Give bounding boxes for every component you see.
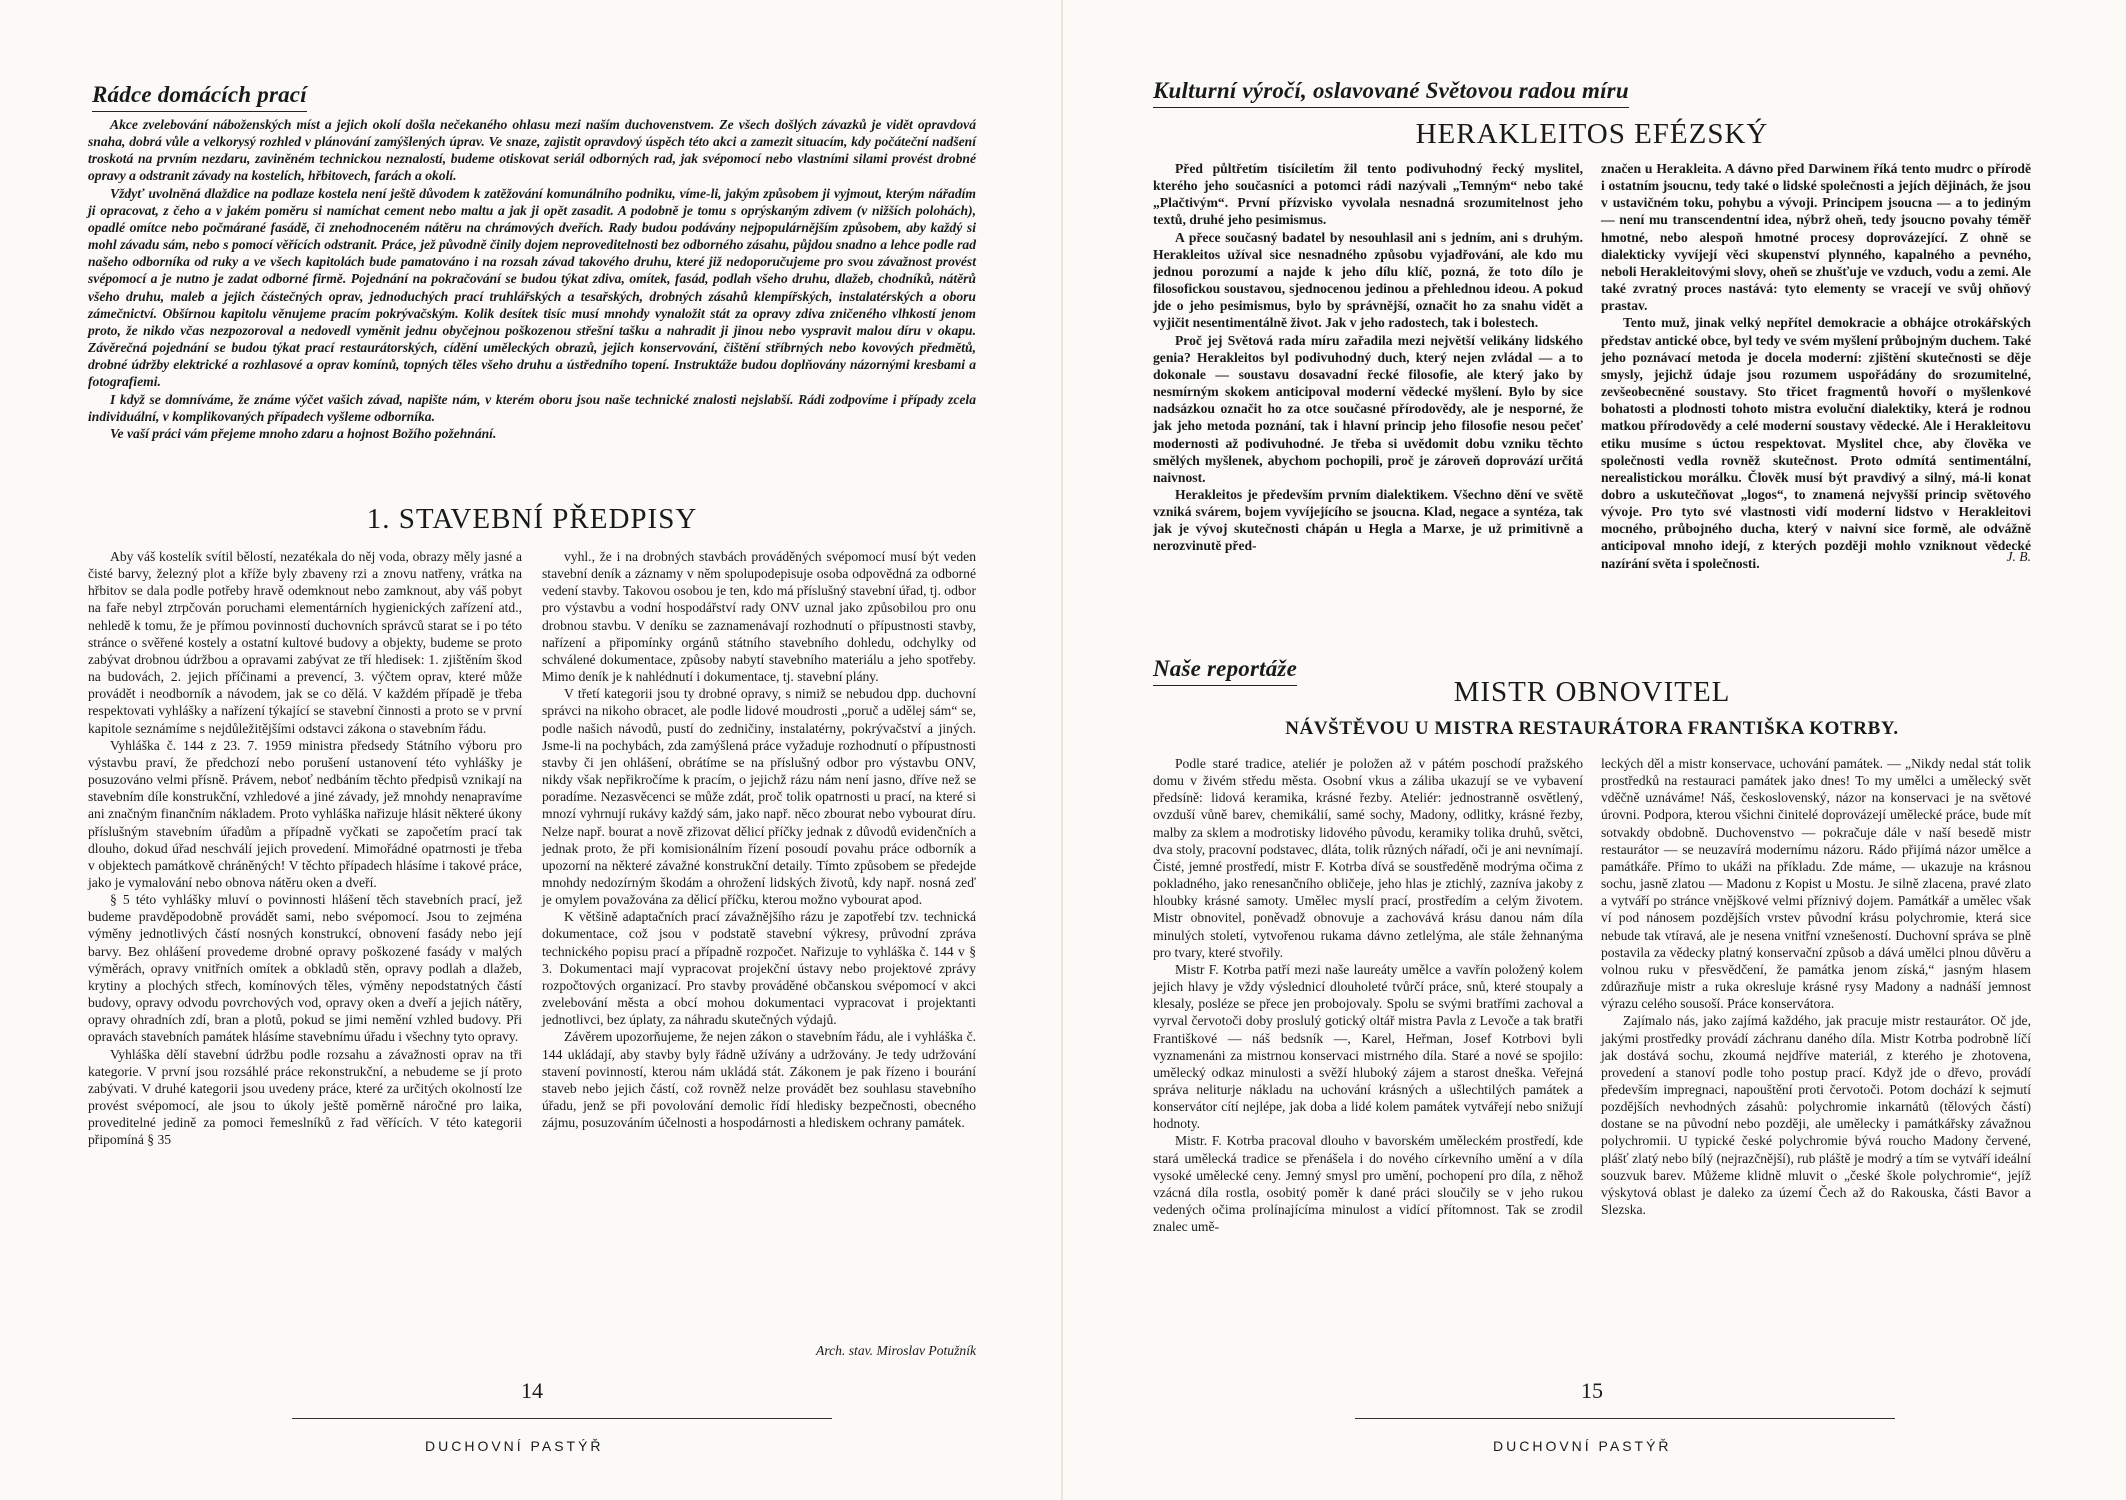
paragraph: K většině adaptačních prací závažnějšího rázu je zapotřebí tzv. technická dokumentace, což jsou v podstatě stavební výkresy, průvodní zpráva technického popisu prací a případně rozpočet. Nařizuje to vyhláška č. 144 v § 3. Dokumentaci mají vypracovat projekční ústavy nebo projektové zprávy rozpočtových organizací. Pro stavby prováděné občanskou svépomocí v akci zvelebování města a obcí mohou dokumentaci vypracovat i projektanti jednotlivci, bez úplaty, za náhradu skutečných výdajů. <box>542 909 976 1028</box>
right-page <box>1063 0 2126 1500</box>
herakleitos-column-1 <box>1153 160 1583 586</box>
paragraph: Podle staré tradice, ateliér je položen až v pátém poschodí pražského domu v živém středu města. Osobní vkus a záliba ukazují se ve vybavení předsíně: lidová keramika, krásné řezby. Ateliér: jednostranně osvětlený, ovzduší vůně barev, chemikálií, samé sochy, Madony, odlitky, krásné řezby, malby za sklem a modrotisky lidového původu, keramiky tolika druhů, světci, dva stoly, pracovní podstavec, dláta, tolik různých nářadí, oči je ani nevnímají. Čisté, jemné prostředí, mistr F. Kotrba dívá se soustředěně modrýma očima z pokladného, jako renesančního obličeje, jeho hlas je ztichlý, zazníva jakoby z hloubky krásné samoty. Umělec myslí prací, prostředím a celým životem. Mistr obnovitel, poněvadž obnovuje a zachovává krásu danou nám díla minulých století, vytvořenou rukama dávno zetlelýma, ale stále žehnanýma pro tvary, které stvořily. <box>1153 756 1583 960</box>
section-label-cultural-anniversary: Kulturní výročí, oslavované Světovou radou míru <box>1153 78 1629 103</box>
footer-title: DUCHOVNÍ PASTÝŘ <box>1493 1438 1672 1454</box>
paragraph: Závěrem upozorňujeme, že nejen zákon o stavebním řádu, ale i vyhláška č. 144 ukládají, aby stavby byly řádně užívány a udržovány. Je tedy udržování stavení povinností, kterou nám ukládá stát. Zákonem je pak řízeno i bourání staveb nebo jejich částí, což rovněž nelze provádět bez souhlasu stavebního úřadu, jenž se při povolování demolic řídí hledisky bezpečnosti, obecného zájmu, posuzováním účelnosti a hospodárnosti a hlediskem ochrany památek. <box>542 1029 976 1131</box>
heading-herakleitos: HERAKLEITOS EFÉZSKÝ <box>1415 118 1769 150</box>
paragraph: § 5 této vyhlášky mluví o povinnosti hlášení těch stavebních prací, jež budeme pravděpodobně provádět sami, nebo svépomocí. Jsou to zejména výměny jednotlivých částí nosných konstrukcí, obnovení fasády nebo její barvy. Bez ohlášení provedeme drobné opravy poškozené fasády v malých výměrách, opravy vnitřních omítek a obkladů stěn, opravy podlah a dlažeb, krytiny a plochých střech, komínových těles, výměny nepodstatných částí budovy, opravy odvodu povrchových vod, opravy oken a dveří a jejich nátěry, opravy ohradních zdí, bran a plotů, pokud se jimi nemění vzhled budovy. Při opravách stavebních památek hlásíme stavebnímu úřadu i všechny tyto opravy. <box>88 892 522 1045</box>
heading-building-regulations: 1. STAVEBNÍ PŘEDPISY <box>366 503 698 535</box>
page-number: 15 <box>1581 1378 1603 1403</box>
paragraph: Mistr F. Kotrba patří mezi naše laureáty umělce a vavřín položený kolem jejich hlavy je vždy výslednicí dlouholeté tvůrčí práce, snů, které stoupaly a klesaly, posléze se přece jen probojovaly. Spolu se svými bratřími zachoval a vyrval červotoči doby proslulý gotický oltář mistra Pavla z Levoče a tak bratři Františkové — náš bedsník —, Karel, Heřman, Josef Kotrbovi byli vyznamenáni za mistrnou konservaci mistrného díla. Staré a nové se spojilo: umělecký odkaz minulosti a svěží hluboký zájem a starost dneška. Veřejná správa neliturje nákladu na uchování krásných a ušlechtilých památek a konservátor cítí nejlépe, jak doba a lidé kolem památek vytvářejí nebo snižují hodnoty. <box>1153 961 1583 1132</box>
paragraph: Před půltřetím tisíciletím žil tento podivuhodný řecký myslitel, kterého jeho současníci a potomci rádi nazývali „Temným“ nebo také „Plačtivým“. První přízvisko vyvolala nesnadná srozumitelnost jeho textů, druhé jeho pesimismus. <box>1153 161 1583 228</box>
paragraph: Herakleitos je především prvním dialektikem. Všechno dění ve světě vzniká svárem, bojem vyvíjejícího se jsoucna. Klad, negace a syntéza, tak jak je vývoj skutečnosti chápán u Hegla a Marxe, je už primitivně a nerozvinutě před- <box>1153 486 1583 554</box>
author-signature: Arch. stav. Miroslav Potužník <box>816 1343 976 1358</box>
intro-paragraph: Akce zvelebování náboženských míst a jejich okolí došla nečekaného ohlasu mezi naším duchovenstvem. Ze všech došlých závazků je vidět opravdová snaha, dobrá vůle a velkorysý rozhled v plánování zamýšlených úprav. Ve snaze, zajistit opravdový úspěch této akci a zamezit situacím, kdy počáteční nadšení troskotá na prvním nezdaru, zaviněném technickou neznalostí, budeme otiskovat seriál odborných rad, jak svépomocí nebo vlastními silami provést drobné opravy a odstranit závady na kostelích, hřbitovech, farách a okolí. <box>88 117 976 184</box>
paragraph: leckých děl a mistr konservace, uchování památek. — „Nikdy nedal stát tolik prostředků na restauraci památek jako dnes! To my umělci a umělecký svět vděčně uznáváme! Náš, československý, názor na konservaci je na světové úrovni. Podpora, kterou všichni činitelé doprovázejí umělecké práce, bude mít sotvakdy obdobně. Duchovenstvo — pokračuje dále v naší besedě mistr restaurátor — se neuzavírá modernímu názoru. Rádo přijímá názor umělce a památkáře. Přímo to ukáži na příkladu. Zde máme, — ukazuje na krásnou sochu, jasně zlatou — Madonu z Kopist u Mostu. Je silně zlacena, pravé zlato a vytváří po stránce vnějškové velmi příznivý dojem. Památkář a umělec však ví pod nánosem pozdějších vrstev původní krásu polychromie, která sice nebude tak vtíravá, ale je nesena vnitřní vznešeností. Duchovní správa se plně postavila za vědecky platný konservační způsob a dává umělci plnou důvěru a volnou ruku v přesvědčení, že památka jenom získá,“ jasným hlasem zdůrazňuje mistr a ruka okresluje krásné rysy Madony a nadnáší jemnost výrazu celého sousoší. Práce konservátora. <box>1601 756 2031 1012</box>
reportage-column-1 <box>1153 755 1583 1361</box>
paragraph: Aby váš kostelík svítil bělostí, nezatékala do něj voda, obrazy měly jasné a čisté barvy, železný plot a kříže byly zbaveny rzi a znovu natřeny, vrátka na hřbitov se dala podle potřeby hravě odemknout nebo zamknout, aby váš pobyt na faře nebyl ztrpčován poruchami elementárních hygienických zařízení atd., nehledě k tomu, že je přímou povinností duchovních správců starat se i po této stránce o svěřené kostely a ostatní kultové budovy a objekty, budeme se proto zabývat drobnou údržbou a opravami zabývat ze tří hledisek: 1. zjištěním škod na budovách, 2. jejich příčinami a prevencí, 3. výčtem oprav, které může provádět i neodborník a návodem, jak se co dělá. V každém případě je třeba respektovati vyhlášky a nařízení týkající se stavební činnosti a proto se v první kapitole seznámíme s nejdůležitějšími odstavci zákona o stavebním řádu. <box>88 549 522 736</box>
intro-text <box>88 116 976 494</box>
footer-title: DUCHOVNÍ PASTÝŘ <box>425 1438 604 1454</box>
paragraph: Vyhláška dělí stavební údržbu podle rozsahu a závažnosti oprav na tři kategorie. V první jsou rozsáhlé práce rekonstrukční, a nebudeme se jí proto zabývati. V druhé kategorii jsou uvedeny práce, které za určitých okolností lze provést svépomocí, ale jsou to úkoly ještě poměrně náročné pro laika, proveditelné jedině za pomoci řemeslníků z řad věřících. V této kategorii připomíná § 35 <box>88 1046 522 1148</box>
paragraph: Proč jej Světová rada míru zařadila mezi největší velikány lidského genia? Herakleitos byl podivuhodný duch, který nejen zvládal — a to dokonale — soustavu dosavadní řecké filosofie, ale který jako by nesmírným skokem anticipoval moderní vědecké myšlení. Bylo by sice nadsázkou označit ho za otce současné přírodovědy, ale je nesporné, že jak jeho metoda poznání, tak i hlavní princip jeho filosofie nesou pečeť modernosti až podivuhodné. Je třeba si uvědomit dobu vzniku těchto smělých myšlenek, abychom pochopili, proč je zároveň doprovází určitá naivnost. <box>1153 332 1583 485</box>
footer-rule <box>292 1418 832 1419</box>
paragraph: V třetí kategorii jsou ty drobné opravy, s nimiž se nebudou dpp. duchovní správci na nikoho obracet, ale podle lidové moudrosti „poruč a udělej sám“ se, podle našich návodů, pustí do zedničiny, instalatérny, pokrývačství a jiných. Jsme-li na pochybách, zda zamýšlená práce vyžaduje rozhodnutí o přípustnosti stavby či jen ohlášení, obrátíme se na příslušný odbor pro výstavbu ONV, nikdy však nepřikročíme k pracím, o jejichž rázu nám není jasno, dříve než se poradíme. Nezasvěcenci se může zdát, proč tolik opatrnosti u prací, na které si mnozí vyhrnují rukávy každý sám, jako např. něco zbourat nebo vybourat díru. Nelze např. bourat a nově zřizovat dělicí příčky jednak z důvodů evidenčních a jednak proto, že při komisionálním řízení posoudí povahu práce odborník a upozorní na některé závažné konstrukční detaily. Tímto způsobem se předejde mnohdy nedozírným škodám a ohrožení lidských životů, kdy např. nosná zeď je omylem považována za dělicí příčku, kterou možno vybourat apod. <box>542 686 976 908</box>
paragraph: Mistr. F. Kotrba pracoval dlouho v bavorském uměleckém prostředí, kde stará umělecká tradice se přenášela i do nového církevního umění a v díla vysoké umělecké ceny. Jemný smysl pro umění, pochopení pro díla, z něhož vzácná díla rostla, osobitý poměr k dané práci sloučily se v jeho rukou vedených očima prolínajícíma minulost a vidící přítomnost. Tak se zrodil znalec umě- <box>1153 1133 1583 1235</box>
column-1 <box>88 548 522 1366</box>
herakleitos-signature: J. B. <box>2006 549 2031 564</box>
paragraph: A přece současný badatel by nesouhlasil ani s jedním, ani s druhým. Herakleitos užíval sice nesnadného způsobu vyjadřování, ale kdo mu jednou porozumí a najde k jeho dílu klíč, pozná, že toto dílo je filosofickou soustavou, sjednocenou jedinou a přehlednou ideou. A pokud jde o jeho pesimismus, bylo by správnější, označit ho za snahu vidět a vyjičit nesentimentálně život. Jak v jeho radostech, tak i bolestech. <box>1153 229 1583 331</box>
page-number: 14 <box>521 1378 543 1403</box>
heading-master-restorer: MISTR OBNOVITEL <box>1453 676 1731 708</box>
paragraph: Zajímalo nás, jako zajímá každého, jak pracuje mistr restaurátor. Oč jde, jakými prostředky provádí záchranu daného díla. Mistr Kotrba podrobně líčí jak dostává sochu, zkoumá nejdříve materiál, z kterého je zhotovena, provedení a stanoví podle toho postup prací. Když jde o dřevo, provádí především impregnaci, napouštění proti červotoči. Potom dochází k sejmutí pozdějších nevhodných zásahů: polychromie inkarnátů (tělových částí) dostane se na původní nebo později, ale umělecky i památkářsky závažnou polychromii. U typické české polychromie bývá roucho Madony červené, plášť zlatý nebo bílý (nejrazčnější), rub pláště je modrý a tím se vytváří ideální souzvuk barev. Můžeme klidně mluvit o „české škole polychromie“, jejíž výskytová oblast je daleko za území Čech až do Rakouska, části Bavor a Slezska. <box>1601 1013 2031 1218</box>
section-label-reports: Naše reportáže <box>1153 656 1297 681</box>
paragraph: Tento muž, jinak velký nepřítel demokracie a obhájce otrokářských představ antické obce, byl tedy ve svém myšlení průbojným duchem. Také jeho poznávací metoda je docela moderní: zjištění skutečnosti se děje smysly, jejichž údaje jsou rozumem uspořádány do srozumitelné, zevšeobecněné soustavy. Sto třicet fragmentů hovoří o myšlenkové bohatosti a plodnosti tohoto mistra evoluční dialektiky, která je rodnou matkou přírodovědy a celé moderní soustavy vědecké. Ale i Herakleitovu etiku musíme s úctou respektovat. Myslitel chce, aby člověka ve společnosti vedla rovněž skutečnost. Proto odmítá sentimentální, nerealistickou morálku. Člověk musí být pravdivý a silný, má-li konat dobro a uskutečňovat „logos“, to znamená nejvyšší princip světového vývoje. Pro tyto své vlastnosti vidí moderní lidstvo v Herakleitovi mocného, průbojného ducha, který v naivní sice formě, ale odvážně anticipoval mnoho idejí, z kterých později mohlo vzniknout vědecké nazírání světa i společnosti. <box>1601 315 2031 571</box>
section-label-household: Rádce domácích prací <box>92 82 307 107</box>
paragraph: Vyhláška č. 144 z 23. 7. 1959 ministra předsedy Státního výboru pro výstavbu praví, že předchozí nebo porušení ustanovení této vyhlášky je posuzováno velmi přísně. Právem, neboť nedbáním těchto předpisů vznikají na stavebním díle konstrukční, vzhledové a jiné závady, jež mnohdy nenapravíme ani značným finančním nákladem. Proto vyhláška nařizuje hlásit některé úkony příslušným stavebním úřadům a případně vyčkati se započetím prací tak dlouho, dokud úřad neschválí jejich provedení. Mimořádné opatrnosti je třeba v objektech památkově chráněných! V těchto případech hlásíme i takové práce, jako je vymalování nebo obnova nátěru oken a dveří. <box>88 737 522 890</box>
intro-paragraph: Ve vaší práci vám přejeme mnoho zdaru a hojnost Božího požehnání. <box>110 425 497 441</box>
paragraph: značen u Herakleita. A dávno před Darwinem říká tento mudrc o přírodě i ostatním jsoucnu, tedy také o lidské společnosti a jejích dějinách, že jsou v ustavičném toku, pohybu a vývoji. Principem jsoucna — a to jediným — není mu transcendentní idea, nýbrž oheň, tedy jsoucno povahy téměř hmotné, nebo alespoň hmotné procesy doprovázející. Z ohně se dialekticky vyvíjejí věci skupenství plynného, kapalného a pevného, neboli Herakleitovými slovy, oheň se zhušťuje ve vzduch, vodu a zemi. Ale také zvratný proces nastává: tyto elementy se vracejí ve svůj ohňový prastav. <box>1601 161 2031 314</box>
reportage-column-2 <box>1601 755 2031 1361</box>
column-2 <box>542 548 976 1340</box>
paragraph: vyhl., že i na drobných stavbách prováděných svépomocí musí být veden stavební deník a záznamy v něm spolupodepisuje osoba odpovědná za odborné vedení stavby. Takovou osobou je ten, kdo má příslušný stavební úřad, tj. odbor pro výstavbu a vodní hospodářství rady ONV uznal jako způsobilou pro onu drobnou stavbu. V deníku se zaznamenávají rozhodnutí o přípustnosti stavby, nařízení a připomínky orgánů státního stavebního dohledu, odchylky od schválené dokumentace, způsoby nabytí stavebního materiálu a jeho spotřeby. Mimo deník je k nahlédnutí i dokumentace, tj. stavební plány. <box>542 549 976 685</box>
subheading-visit-kotrba: NÁVŠTĚVOU U MISTRA RESTAURÁTORA FRANTIŠKA KOTRBY. <box>1285 718 1899 739</box>
intro-paragraph: Vždyť uvolněná dlaždice na podlaze kostela není ještě důvodem k zatěžování komunálního podniku, víme-li, jakým způsobem ji vyjmout, kterým nářadím ji opracovat, z čeho a v jakém poměru si namíchat cement nebo maltu a jak ji opět zasadit. A podobně je tomu s oprýskaným zdivem (v nižších polohách), opadlé omítce nebo počmárané fasádě, či znehodnoceném nátěru na chrámových dveřích. Rady budou podávány nejpopulárnějším způsobem, aby každý si mohl závadu sám, nebo s pomocí věřících odstranit. Práce, jež původně činily dojem neproveditelnosti bez odborného zásahu, půjdou snadno a lehce podle rad našeho odborníka od ruky a ve všech kapitolách bude pamatováno i na rozsah závad takového druhu, které již nedoporučujeme pro svou závažnost provést svépomocí a je nutno je zadat odborné firmě. Pojednání na pokračování se budou týkat zdiva, omítek, fasád, podlah všeho druhu, dlažeb, chodníků, nátěrů všeho druhu, maleb a jejich částečných oprav, jednoduchých prací truhlářských a tesařských, drobných zásahů klempířských, instalatérských a oboru zámečnictví. Obšírnou kapitolu věnujeme pracím pokrývačským. Kolik desítek tisíc musí mnohdy vynaložit stát za opravy zdiva zničeného vlhkostí jenom proto, že nikdo včas nezpozoroval a nedovedl vyměnit jednu obyčejnou poškozenou střešní tašku a nahradit ji jinou nebo vyspravit malou díru v okapu. Závěrečná pojednání se budou týkat prací restaurátorských, cídění uměleckých obrazů, jejich konservování, čištění stříbrných nebo kovových předmětů, drobné údržby elektrické a rozhlasové a oprav komínů, topných těles všeho druhu a ústředního topení. Instruktáže budou doplňovány názornými kresbami a fotografiemi. <box>88 185 976 390</box>
intro-paragraph: I když se domníváme, že známe výčet vašich závad, napište nám, v kterém oboru jsou naše technické znalosti nejslabší. Rádi zodpovíme i případy zcela individuální, v komplikovaných případech vyšleme odborníka. <box>88 391 976 424</box>
footer-rule <box>1355 1418 1895 1419</box>
